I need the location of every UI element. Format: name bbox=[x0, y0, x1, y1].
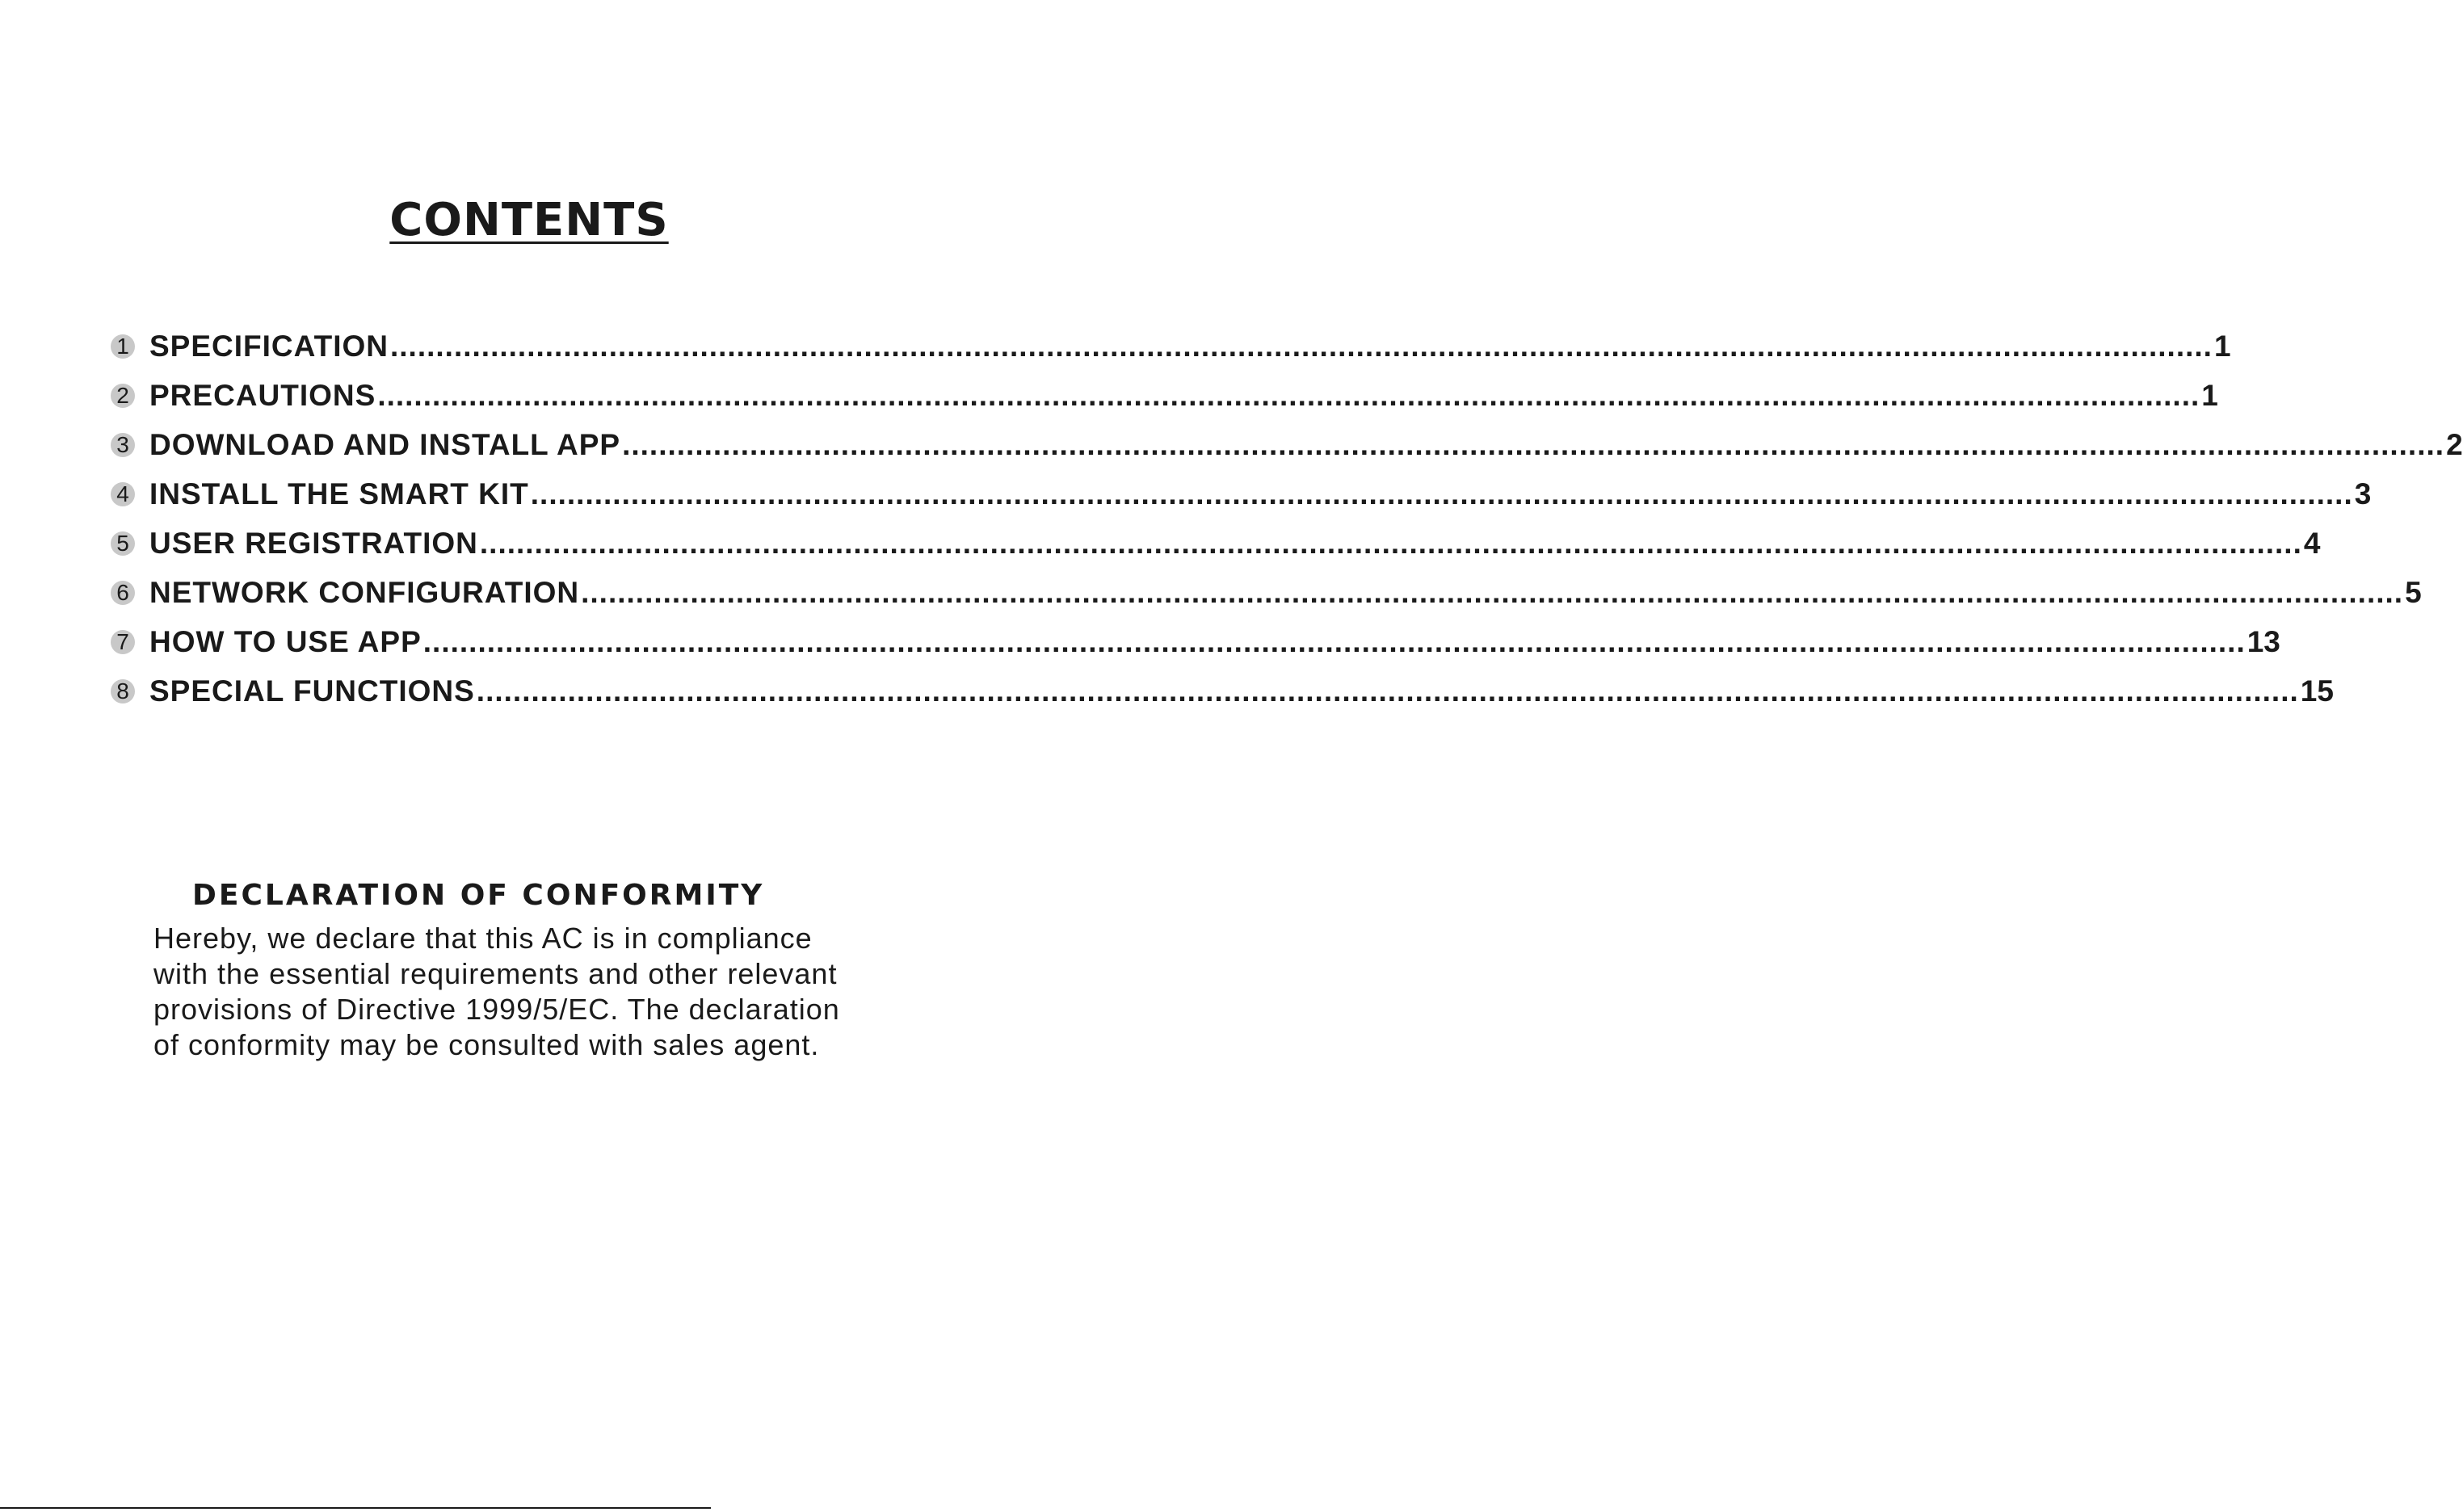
toc-leader-dots: ........................................................................................................................................................................................................ bbox=[390, 329, 2213, 363]
toc-page-number: 13 bbox=[2247, 624, 2280, 658]
toc-entry-how-to-use-app[interactable] bbox=[109, 617, 2280, 666]
toc-number-badge: 1 bbox=[111, 334, 135, 359]
toc-leader-dots: ........................................................................................................................................................................................................ bbox=[622, 427, 2445, 461]
toc-page-number: 1 bbox=[2213, 329, 2231, 363]
toc-entry-special-functions[interactable] bbox=[109, 666, 2334, 716]
toc-entry-download-install-app[interactable] bbox=[109, 420, 2463, 469]
toc-number-badge: 8 bbox=[111, 679, 135, 704]
toc-leader-dots: ........................................................................................................................................................................................................ bbox=[479, 526, 2302, 560]
toc-page-number: 15 bbox=[2300, 674, 2334, 708]
toc-entry-label: DOWNLOAD AND INSTALL APP bbox=[149, 427, 621, 461]
toc-entry-install-smart-kit[interactable] bbox=[109, 469, 2372, 519]
contents-title-text: CONTENTS bbox=[389, 194, 669, 246]
table-of-contents bbox=[109, 321, 2463, 716]
toc-number-badge: 7 bbox=[111, 630, 135, 654]
declaration-line: provisions of Directive 1999/5/EC. The declaration bbox=[153, 993, 840, 1026]
declaration-line: Hereby, we declare that this AC is in compliance bbox=[153, 922, 813, 955]
toc-number-badge: 2 bbox=[111, 384, 135, 408]
toc-entry-precautions[interactable] bbox=[109, 371, 2218, 420]
declaration-title: DECLARATION OF CONFORMITY bbox=[192, 879, 765, 912]
toc-number-badge: 6 bbox=[111, 581, 135, 605]
toc-leader-dots: ........................................................................................................................................................................................................ bbox=[476, 674, 2299, 708]
toc-number-badge: 5 bbox=[111, 531, 135, 556]
toc-page-number: 2 bbox=[2446, 427, 2463, 461]
toc-entry-label: INSTALL THE SMART KIT bbox=[149, 477, 529, 510]
toc-leader-dots: ........................................................................................................................................................................................................ bbox=[581, 575, 2404, 609]
toc-entry-label: NETWORK CONFIGURATION bbox=[149, 575, 580, 609]
toc-entry-label: SPECIFICATION bbox=[149, 329, 389, 363]
toc-number-badge: 3 bbox=[111, 433, 135, 457]
toc-entry-label: HOW TO USE APP bbox=[149, 624, 422, 658]
toc-entry-specification[interactable] bbox=[109, 321, 2231, 371]
toc-leader-dots: ........................................................................................................................................................................................................ bbox=[422, 624, 2246, 658]
bottom-divider bbox=[0, 1507, 711, 1509]
toc-leader-dots: ........................................................................................................................................................................................................ bbox=[530, 477, 2353, 510]
toc-entry-network-configuration[interactable] bbox=[109, 568, 2422, 617]
toc-number-badge: 4 bbox=[111, 482, 135, 506]
declaration-body bbox=[153, 921, 953, 1063]
toc-entry-label: SPECIAL FUNCTIONS bbox=[149, 674, 475, 708]
declaration-line: with the essential requirements and other relevant bbox=[153, 957, 838, 990]
toc-page-number: 4 bbox=[2303, 526, 2321, 560]
toc-entry-label: PRECAUTIONS bbox=[149, 378, 376, 412]
toc-page-number: 3 bbox=[2354, 477, 2372, 510]
declaration-line: of conformity may be consulted with sales agent. bbox=[153, 1028, 820, 1061]
contents-title bbox=[0, 194, 1058, 246]
toc-entry-label: USER REGISTRATION bbox=[149, 526, 478, 560]
toc-page-number: 5 bbox=[2405, 575, 2422, 609]
toc-page-number: 1 bbox=[2201, 378, 2218, 412]
toc-entry-user-registration[interactable] bbox=[109, 519, 2321, 568]
toc-leader-dots: ........................................................................................................................................................................................................ bbox=[377, 378, 2200, 412]
